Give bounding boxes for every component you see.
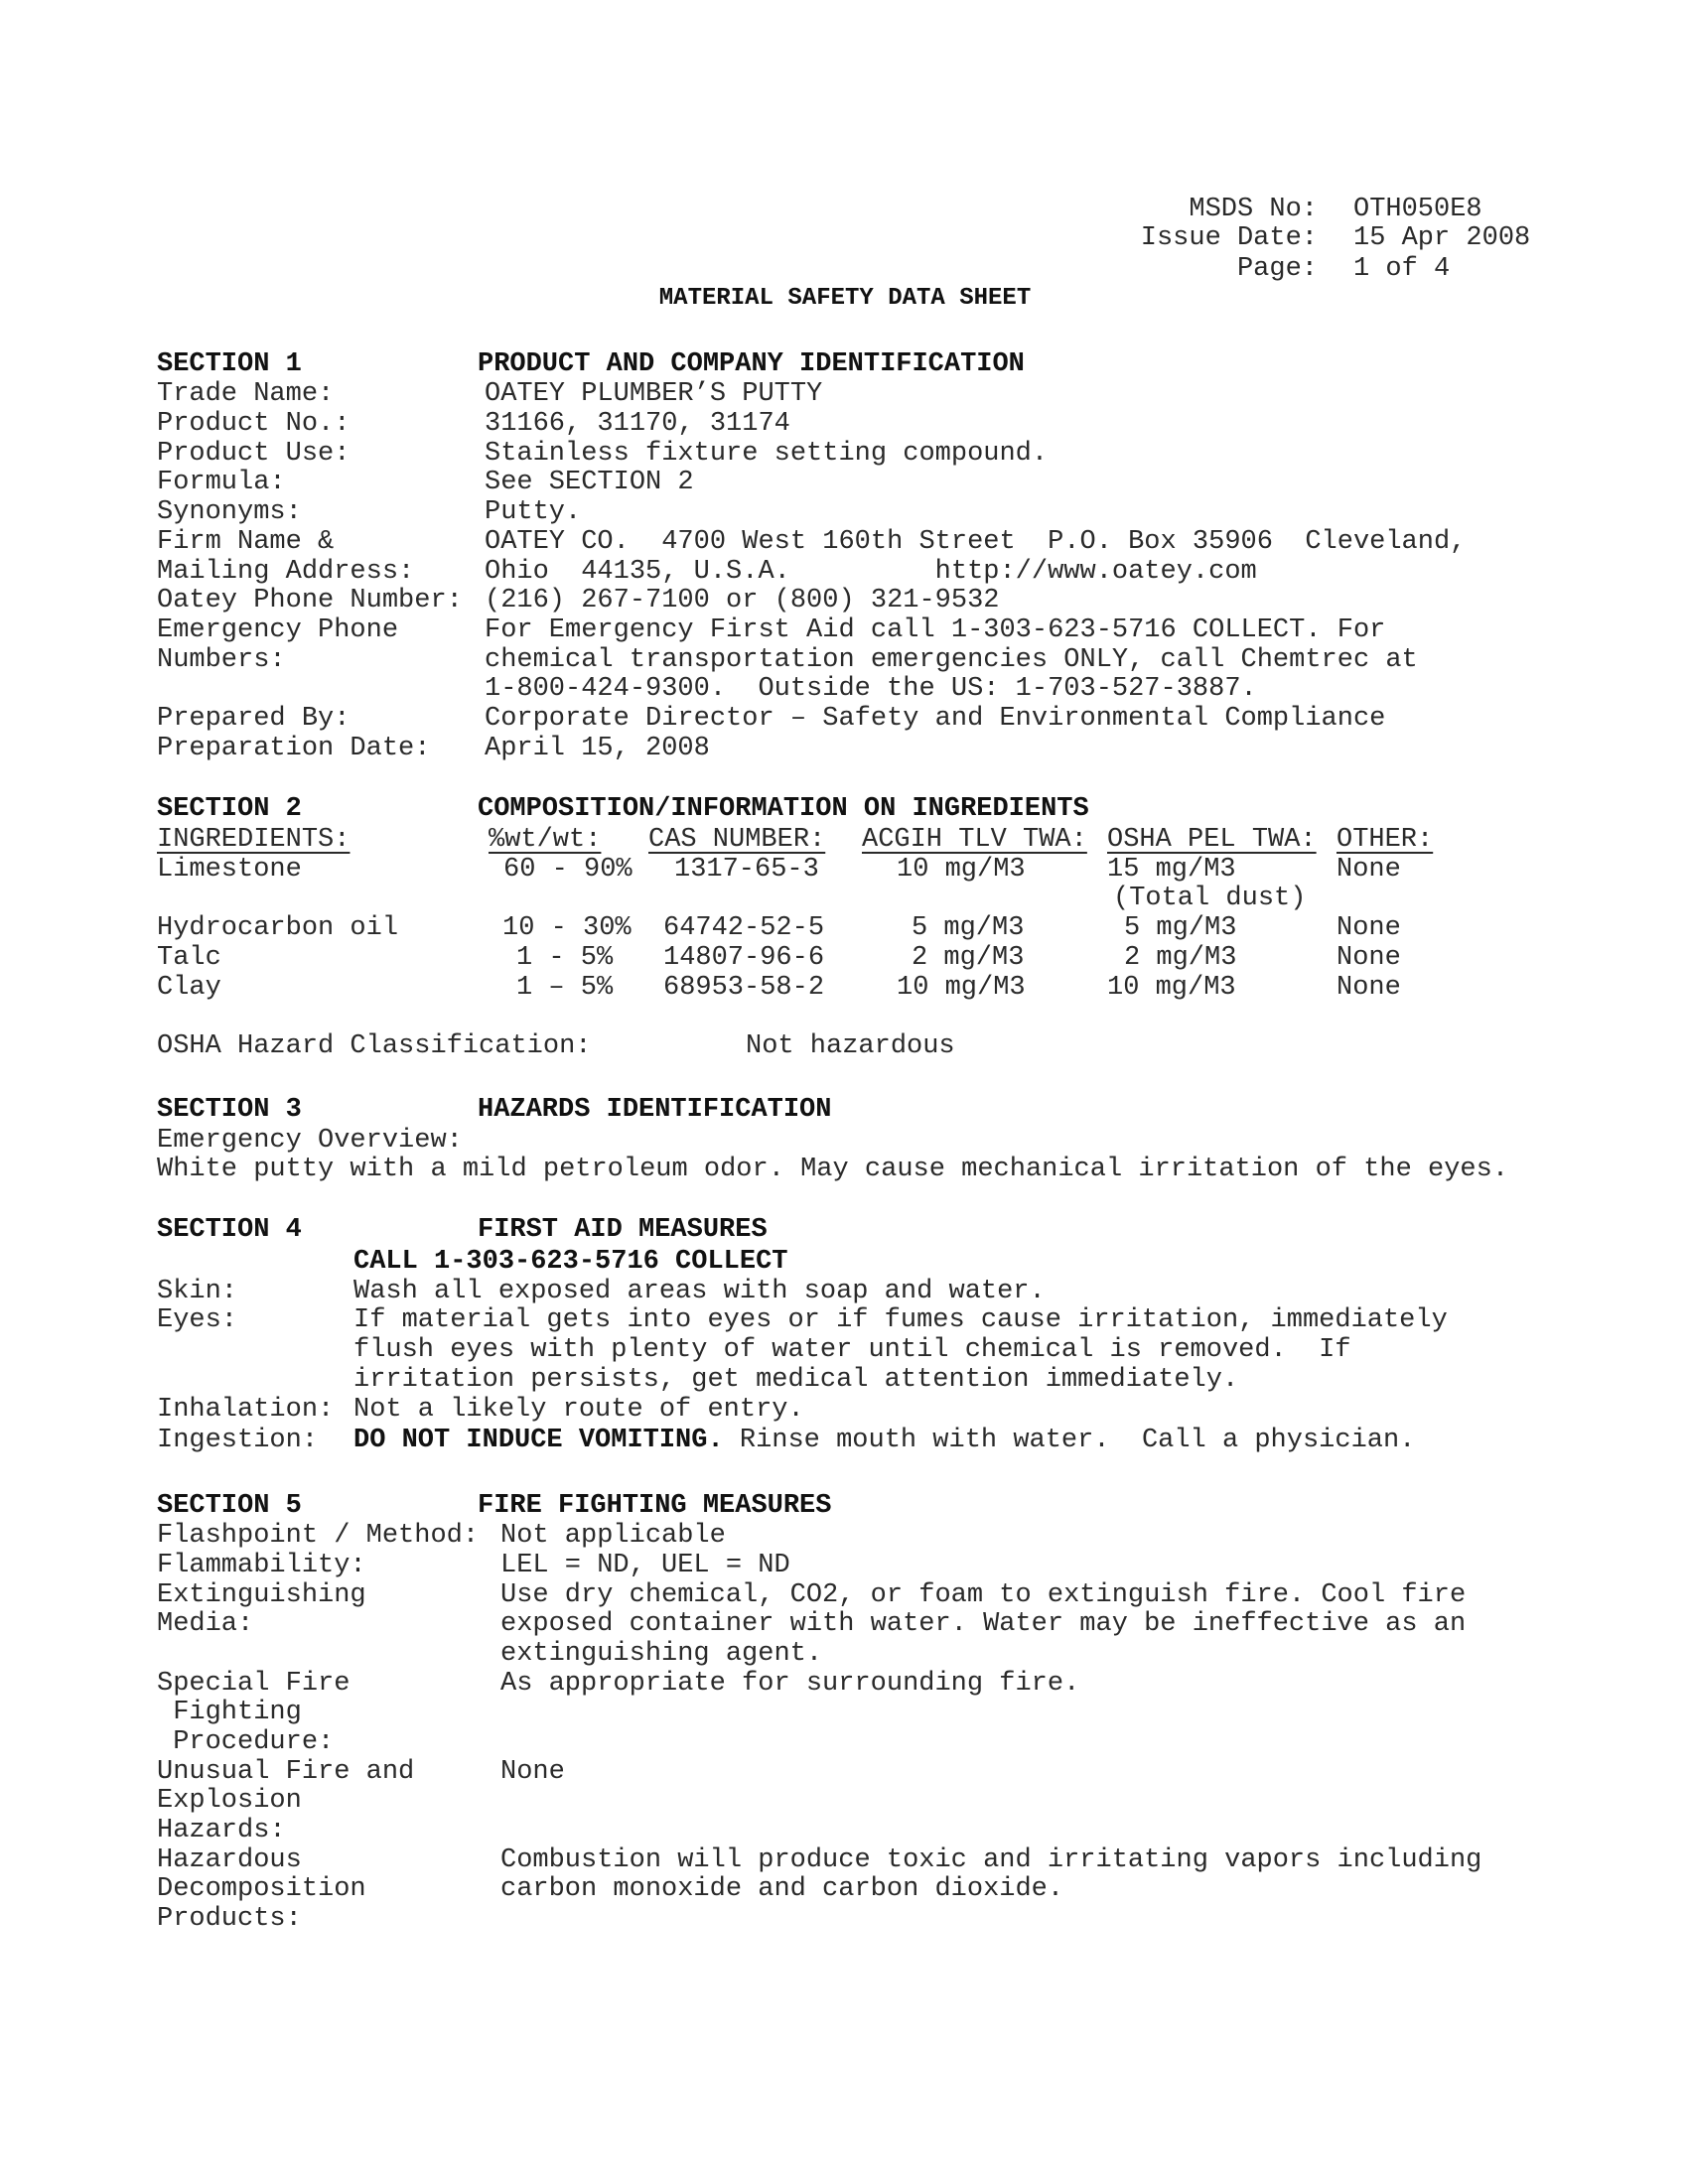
document-title: MATERIAL SAFETY DATA SHEET bbox=[658, 285, 1032, 312]
table-cell: 64742-52-5 bbox=[663, 913, 825, 943]
section-3-number: SECTION 3 bbox=[157, 1095, 302, 1125]
field-value: LEL = ND, UEL = ND bbox=[500, 1551, 790, 1580]
field-label: Procedure: bbox=[157, 1727, 335, 1757]
page-label: Page: bbox=[1236, 254, 1318, 284]
page-value: 1 of 4 bbox=[1353, 254, 1451, 284]
issue-date-value: 15 Apr 2008 bbox=[1353, 223, 1531, 253]
field-value: exposed container with water. Water may be ineffective as an bbox=[500, 1609, 1467, 1639]
field-label: Formula: bbox=[157, 468, 286, 497]
first-aid-call-number: CALL 1-303-623-5716 COLLECT bbox=[353, 1247, 788, 1277]
field-label: Synonyms: bbox=[157, 497, 302, 527]
field-label: Numbers: bbox=[157, 645, 286, 675]
table-cell: 2 mg/M3 bbox=[1124, 943, 1237, 973]
osha-classification-label: OSHA Hazard Classification: bbox=[157, 1031, 592, 1061]
field-label: Explosion bbox=[157, 1786, 302, 1816]
table-cell: 1317-65-3 bbox=[674, 855, 819, 885]
section-2-title: COMPOSITION/INFORMATION ON INGREDIENTS bbox=[478, 794, 1089, 824]
column-header: %wt/wt: bbox=[489, 825, 602, 855]
field-value: Corporate Director – Safety and Environmental Compliance bbox=[485, 704, 1386, 734]
column-header: INGREDIENTS: bbox=[157, 825, 351, 855]
table-cell: 10 mg/M3 bbox=[1107, 973, 1236, 1003]
field-value: 31166, 31170, 31174 bbox=[485, 409, 790, 439]
field-value: Use dry chemical, CO2, or foam to extinguish fire. Cool fire bbox=[500, 1580, 1467, 1610]
field-value: extinguishing agent. bbox=[500, 1639, 823, 1669]
field-value: (216) 267-7100 or (800) 321-9532 bbox=[485, 586, 1000, 615]
field-value: Stainless fixture setting compound. bbox=[485, 439, 1049, 469]
table-cell: None bbox=[1336, 973, 1401, 1003]
section-5-number: SECTION 5 bbox=[157, 1491, 302, 1521]
section-2-number: SECTION 2 bbox=[157, 794, 302, 824]
table-cell: Hydrocarbon oil bbox=[157, 913, 399, 943]
ingestion-instructions: Rinse mouth with water. Call a physician. bbox=[723, 1426, 1416, 1455]
table-cell: 2 mg/M3 bbox=[912, 943, 1025, 973]
field-value: Not applicable bbox=[500, 1521, 726, 1551]
field-value: Putty. bbox=[485, 497, 582, 527]
table-cell: 68953-58-2 bbox=[663, 973, 825, 1003]
field-label: Oatey Phone Number: bbox=[157, 586, 463, 615]
field-label: Flammability: bbox=[157, 1551, 366, 1580]
field-value: Combustion will produce toxic and irritating vapors including bbox=[500, 1845, 1482, 1875]
field-label: Decomposition bbox=[157, 1874, 366, 1904]
table-cell: Limestone bbox=[157, 855, 302, 885]
field-label: Unusual Fire and bbox=[157, 1757, 415, 1787]
table-cell: Talc bbox=[157, 943, 221, 973]
field-label: Hazards: bbox=[157, 1816, 286, 1845]
msds-no-value: OTH050E8 bbox=[1353, 195, 1482, 224]
field-value: Ohio 44135, U.S.A. http://www.oatey.com bbox=[485, 557, 1257, 587]
table-cell: 1 – 5% bbox=[516, 973, 614, 1003]
field-label: Trade Name: bbox=[157, 379, 335, 409]
eyes-text: If material gets into eyes or if fumes cause irritation, immediately bbox=[353, 1305, 1448, 1335]
field-label: Product Use: bbox=[157, 439, 351, 469]
msds-no-label: MSDS No: bbox=[1189, 195, 1318, 224]
field-value: April 15, 2008 bbox=[485, 734, 710, 763]
table-cell: 5 mg/M3 bbox=[1124, 913, 1237, 943]
field-value: None bbox=[500, 1757, 565, 1787]
osha-classification-value: Not hazardous bbox=[746, 1031, 955, 1061]
field-value: chemical transportation emergencies ONLY, call Chemtrec at bbox=[485, 645, 1418, 675]
ingestion-warning: DO NOT INDUCE VOMITING. bbox=[353, 1426, 724, 1455]
field-label: Flashpoint / Method: bbox=[157, 1521, 480, 1551]
table-cell: 10 - 30% bbox=[502, 913, 632, 943]
table-cell: 15 mg/M3 bbox=[1107, 855, 1236, 885]
table-cell: 14807-96-6 bbox=[663, 943, 825, 973]
section-1-number: SECTION 1 bbox=[157, 349, 302, 379]
emergency-overview-label: Emergency Overview: bbox=[157, 1126, 463, 1156]
eyes-text: irritation persists, get medical attention immediately. bbox=[353, 1365, 1239, 1395]
column-header: OSHA PEL TWA: bbox=[1107, 825, 1317, 855]
eyes-label: Eyes: bbox=[157, 1305, 238, 1335]
section-3-title: HAZARDS IDENTIFICATION bbox=[478, 1095, 832, 1125]
skin-label: Skin: bbox=[157, 1277, 238, 1306]
inhalation-label: Inhalation: bbox=[157, 1395, 335, 1425]
field-value: As appropriate for surrounding fire. bbox=[500, 1669, 1080, 1699]
field-label: Hazardous bbox=[157, 1845, 302, 1875]
field-label: Mailing Address: bbox=[157, 557, 415, 587]
column-header: CAS NUMBER: bbox=[648, 825, 826, 855]
table-cell: 60 - 90% bbox=[503, 855, 633, 885]
table-cell: 10 mg/M3 bbox=[897, 855, 1026, 885]
ingestion-text bbox=[353, 1426, 1415, 1455]
field-label: Products: bbox=[157, 1904, 302, 1934]
table-cell: None bbox=[1336, 913, 1401, 943]
section-5-title: FIRE FIGHTING MEASURES bbox=[478, 1491, 832, 1521]
column-header: ACGIH TLV TWA: bbox=[862, 825, 1087, 855]
field-label: Special Fire bbox=[157, 1669, 351, 1699]
table-cell-note: (Total dust) bbox=[1113, 884, 1307, 913]
ingestion-label: Ingestion: bbox=[157, 1426, 319, 1455]
field-label: Product No.: bbox=[157, 409, 351, 439]
field-value: OATEY PLUMBER’S PUTTY bbox=[485, 379, 823, 409]
field-value: 1-800-424-9300. Outside the US: 1-703-527-3887. bbox=[485, 674, 1257, 704]
table-cell: Clay bbox=[157, 973, 221, 1003]
field-label: Fighting bbox=[157, 1698, 302, 1727]
emergency-overview-text: White putty with a mild petroleum odor. May cause mechanical irritation of the eyes. bbox=[157, 1155, 1509, 1184]
section-4-title: FIRST AID MEASURES bbox=[478, 1215, 768, 1245]
table-cell: 5 mg/M3 bbox=[912, 913, 1025, 943]
field-label: Firm Name & bbox=[157, 527, 335, 557]
field-value: carbon monoxide and carbon dioxide. bbox=[500, 1874, 1064, 1904]
issue-date-label: Issue Date: bbox=[1140, 223, 1318, 253]
eyes-text: flush eyes with plenty of water until chemical is removed. If bbox=[353, 1335, 1351, 1365]
table-cell: 1 - 5% bbox=[516, 943, 614, 973]
skin-text: Wash all exposed areas with soap and water. bbox=[353, 1277, 1046, 1306]
field-label: Media: bbox=[157, 1609, 254, 1639]
field-label: Prepared By: bbox=[157, 704, 351, 734]
table-cell: None bbox=[1336, 855, 1401, 885]
field-value: OATEY CO. 4700 West 160th Street P.O. Box 35906 Cleveland, bbox=[485, 527, 1467, 557]
section-1-title: PRODUCT AND COMPANY IDENTIFICATION bbox=[478, 349, 1025, 379]
field-value: For Emergency First Aid call 1-303-623-5716 COLLECT. For bbox=[485, 615, 1386, 645]
field-value: See SECTION 2 bbox=[485, 468, 694, 497]
table-cell: None bbox=[1336, 943, 1401, 973]
inhalation-text: Not a likely route of entry. bbox=[353, 1395, 804, 1425]
column-header: OTHER: bbox=[1336, 825, 1434, 855]
table-cell: 10 mg/M3 bbox=[897, 973, 1026, 1003]
field-label: Emergency Phone bbox=[157, 615, 399, 645]
field-label: Preparation Date: bbox=[157, 734, 431, 763]
section-4-number: SECTION 4 bbox=[157, 1215, 302, 1245]
field-label: Extinguishing bbox=[157, 1580, 366, 1610]
